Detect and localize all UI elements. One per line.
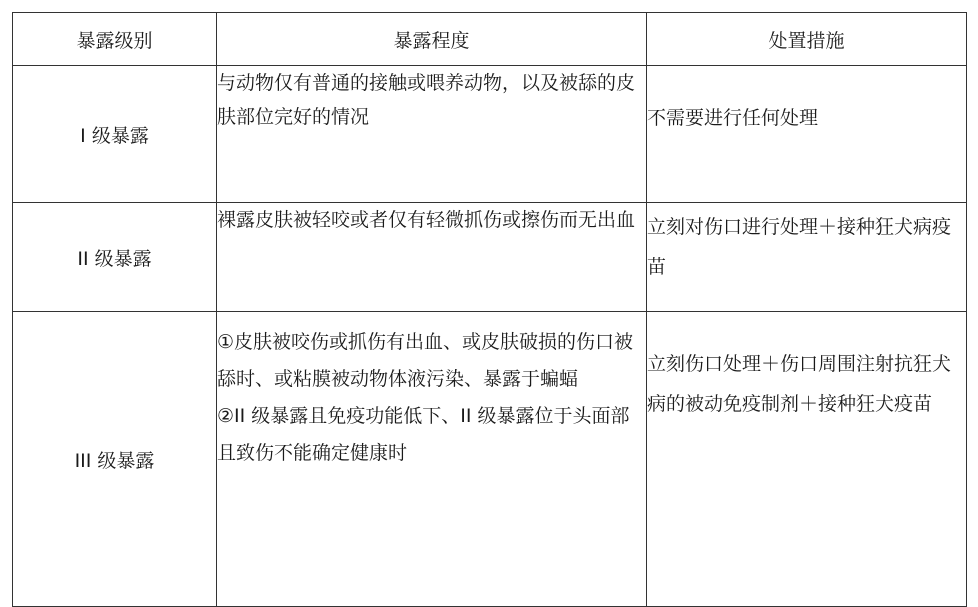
measure-cell: 立刻对伤口进行处理＋接种狂犬病疫苗: [647, 203, 967, 312]
level-cell: I 级暴露: [13, 66, 217, 203]
exposure-table-container: [12, 12, 967, 607]
degree-cell: [217, 203, 647, 312]
degree-cell: [217, 66, 647, 203]
level-cell: III 级暴露: [13, 312, 217, 607]
measure-cell: 立刻伤口处理＋伤口周围注射抗狂犬病的被动免疫制剂＋接种狂犬疫苗: [647, 312, 967, 607]
header-level: 暴露级别: [13, 13, 217, 66]
header-degree: 暴露程度: [217, 13, 647, 66]
degree-text: ②II 级暴露且免疫功能低下、II 级暴露位于头面部且致伤不能确定健康时: [217, 405, 630, 464]
exposure-table: [12, 12, 967, 607]
degree-text: 裸露皮肤被轻咬或者仅有轻微抓伤或擦伤而无出血: [217, 209, 636, 231]
degree-text: ①皮肤被咬伤或抓伤有出血、或皮肤破损的伤口被舔时、或粘膜被动物体液污染、暴露于蝙蝠: [217, 331, 634, 390]
table-row: [13, 203, 967, 312]
level-cell: II 级暴露: [13, 203, 217, 312]
degree-text: 与动物仅有普通的接触或喂养动物，以及被舔的皮肤部位完好的情况: [217, 72, 636, 128]
table-row: [13, 66, 967, 203]
header-row: [13, 13, 967, 66]
table-row: [13, 312, 967, 607]
header-measure: 处置措施: [647, 13, 967, 66]
degree-cell: [217, 312, 647, 607]
measure-cell: 不需要进行任何处理: [647, 66, 967, 203]
